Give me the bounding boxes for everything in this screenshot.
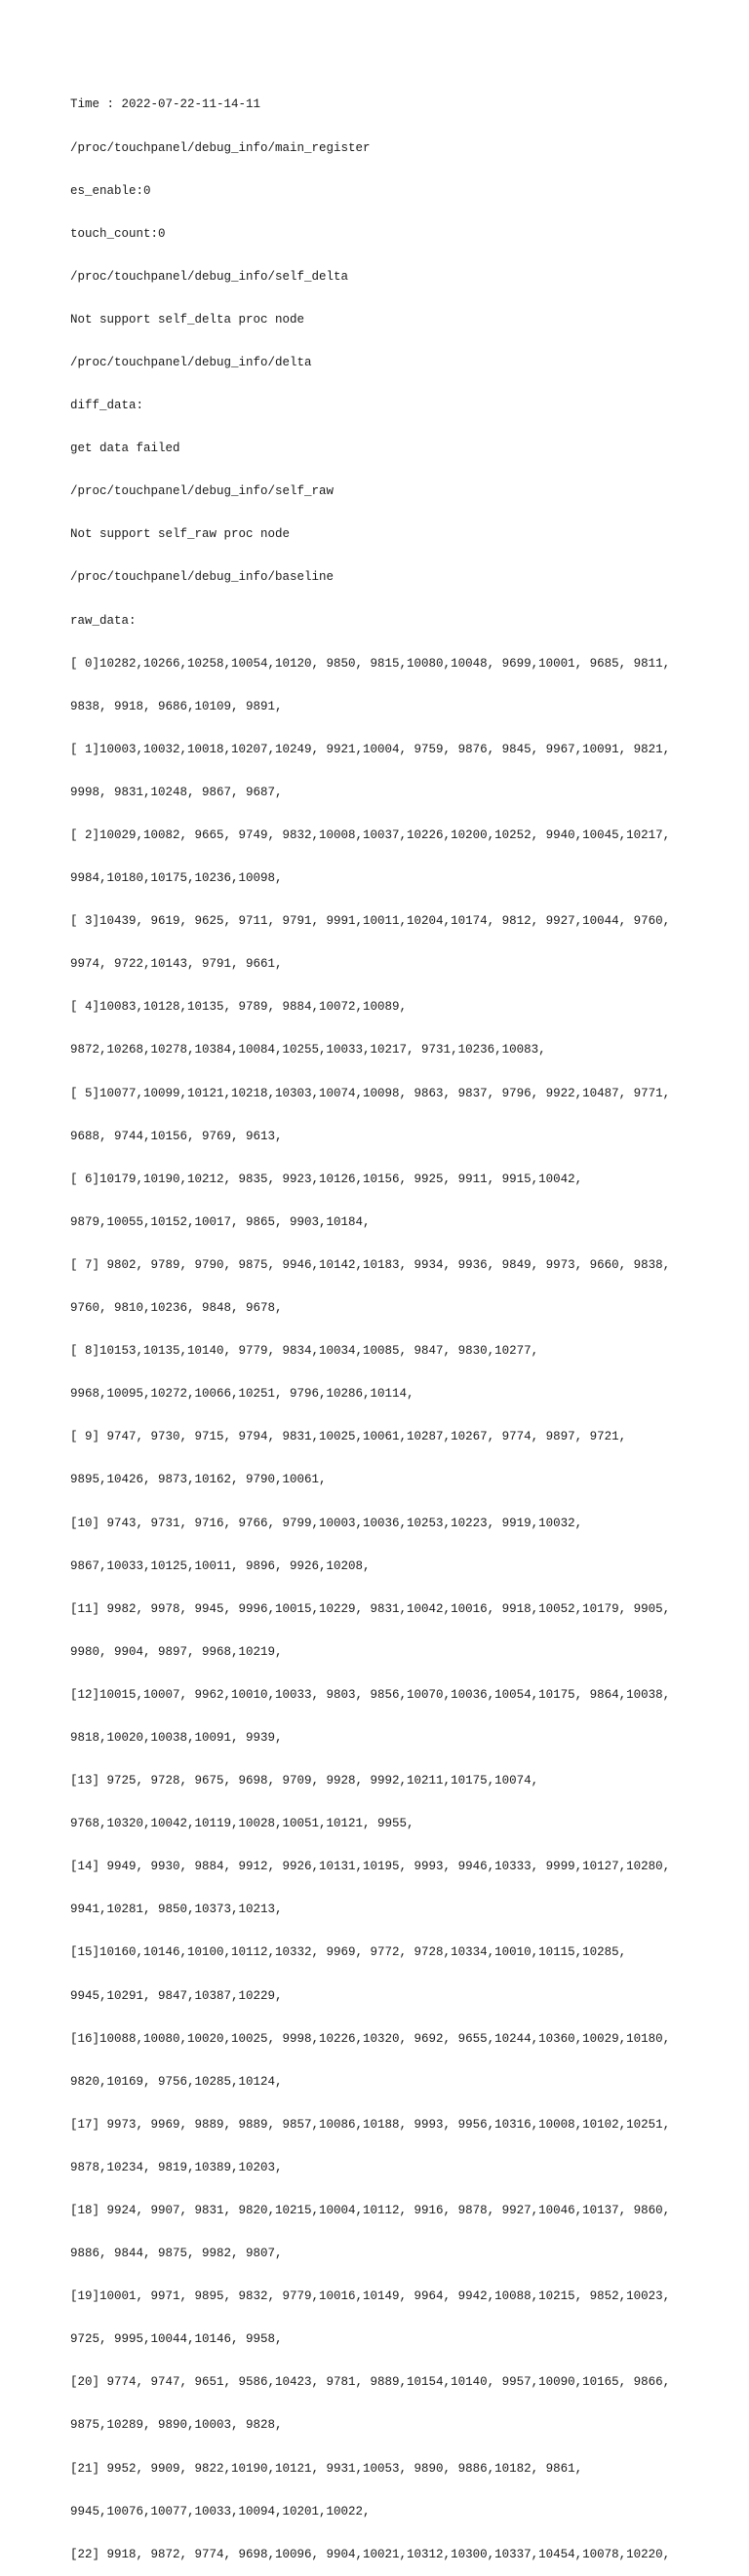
log-line: raw_data: (70, 613, 137, 628)
log-line: [19]10001, 9971, 9895, 9832, 9779,10016,10149, 9964, 9942,10088,10215, 9852,10023, (70, 2289, 671, 2304)
log-line: 9818,10020,10038,10091, 9939, (70, 1730, 283, 1745)
log-line: 9984,10180,10175,10236,10098, (70, 871, 283, 886)
log-line: get data failed (70, 442, 180, 456)
log-line: [15]10160,10146,10100,10112,10332, 9969, 9772, 9728,10334,10010,10115,10285, (70, 1945, 627, 1960)
log-line: [12]10015,10007, 9962,10010,10033, 9803, 9856,10070,10036,10054,10175, 9864,10038, (70, 1687, 671, 1702)
log-line: /proc/touchpanel/debug_info/baseline (70, 570, 335, 585)
log-line: [ 9] 9747, 9730, 9715, 9794, 9831,10025,10061,10287,10267, 9774, 9897, 9721, (70, 1430, 627, 1444)
log-line: /proc/touchpanel/debug_info/self_raw (70, 484, 335, 499)
log-line: /proc/touchpanel/debug_info/main_register (70, 140, 371, 155)
log-line: 9872,10268,10278,10384,10084,10255,10033,10217, 9731,10236,10083, (70, 1043, 546, 1057)
log-line: 9879,10055,10152,10017, 9865, 9903,10184, (70, 1214, 371, 1229)
log-line: [22] 9918, 9872, 9774, 9698,10096, 9904,10021,10312,10300,10337,10454,10078,10220, (70, 2547, 671, 2561)
log-line: [ 6]10179,10190,10212, 9835, 9923,10126,10156, 9925, 9911, 9915,10042, (70, 1172, 583, 1186)
log-line: 9838, 9918, 9686,10109, 9891, (70, 699, 283, 713)
log-line: Not support self_delta proc node (70, 312, 305, 327)
log-line: [16]10088,10080,10020,10025, 9998,10226,10320, 9692, 9655,10244,10360,10029,10180, (70, 2031, 671, 2046)
log-line: 9945,10291, 9847,10387,10229, (70, 1988, 283, 2003)
log-line: 9867,10033,10125,10011, 9896, 9926,10208, (70, 1558, 371, 1573)
log-line: 9895,10426, 9873,10162, 9790,10061, (70, 1473, 327, 1487)
log-line: /proc/touchpanel/debug_info/self_delta (70, 269, 349, 284)
log-line: diff_data: (70, 399, 144, 413)
log-line: 9974, 9722,10143, 9791, 9661, (70, 957, 283, 972)
log-line: 9760, 9810,10236, 9848, 9678, (70, 1301, 283, 1316)
log-line: 9688, 9744,10156, 9769, 9613, (70, 1129, 283, 1143)
log-line: [13] 9725, 9728, 9675, 9698, 9709, 9928, 9992,10211,10175,10074, (70, 1774, 539, 1788)
log-line: Time : 2022-07-22-11-14-11 (70, 97, 261, 112)
log-line: [ 4]10083,10128,10135, 9789, 9884,10072,10089, (70, 1000, 408, 1015)
log-line: [21] 9952, 9909, 9822,10190,10121, 9931,10053, 9890, 9886,10182, 9861, (70, 2461, 583, 2476)
log-line: [11] 9982, 9978, 9945, 9996,10015,10229, 9831,10042,10016, 9918,10052,10179, 9905, (70, 1601, 671, 1616)
log-line: [ 3]10439, 9619, 9625, 9711, 9791, 9991,10011,10204,10174, 9812, 9927,10044, 9760, (70, 914, 671, 929)
log-line: [ 0]10282,10266,10258,10054,10120, 9850, 9815,10080,10048, 9699,10001, 9685, 9811, (70, 656, 671, 671)
log-line: [ 5]10077,10099,10121,10218,10303,10074,10098, 9863, 9837, 9796, 9922,10487, 9771, (70, 1086, 671, 1100)
log-line: [20] 9774, 9747, 9651, 9586,10423, 9781, 9889,10154,10140, 9957,10090,10165, 9866, (70, 2375, 671, 2390)
log-line: [14] 9949, 9930, 9884, 9912, 9926,10131,10195, 9993, 9946,10333, 9999,10127,10280, (70, 1860, 671, 1874)
log-line: [10] 9743, 9731, 9716, 9766, 9799,10003,10036,10253,10223, 9919,10032, (70, 1516, 583, 1530)
log-line: 9980, 9904, 9897, 9968,10219, (70, 1644, 283, 1659)
log-line: 9941,10281, 9850,10373,10213, (70, 1903, 283, 1917)
log-line: 9725, 9995,10044,10146, 9958, (70, 2332, 283, 2347)
log-line: 9945,10076,10077,10033,10094,10201,10022, (70, 2504, 371, 2518)
log-line: Not support self_raw proc node (70, 527, 291, 542)
log-line: [18] 9924, 9907, 9831, 9820,10215,10004,10112, 9916, 9878, 9927,10046,10137, 9860, (70, 2204, 671, 2217)
log-line: touch_count:0 (70, 226, 166, 241)
log-line: /proc/touchpanel/debug_info/delta (70, 355, 312, 369)
log-line: [17] 9973, 9969, 9889, 9889, 9857,10086,10188, 9993, 9956,10316,10008,10102,10251, (70, 2117, 671, 2132)
log-line: [ 8]10153,10135,10140, 9779, 9834,10034,10085, 9847, 9830,10277, (70, 1344, 539, 1359)
log-line: [ 1]10003,10032,10018,10207,10249, 9921,10004, 9759, 9876, 9845, 9967,10091, 9821, (70, 742, 671, 756)
log-line: 9878,10234, 9819,10389,10203, (70, 2160, 283, 2174)
log-line: 9820,10169, 9756,10285,10124, (70, 2074, 283, 2089)
log-line: es_enable:0 (70, 183, 151, 198)
log-line: 9886, 9844, 9875, 9982, 9807, (70, 2247, 283, 2261)
debug-log-text (70, 69, 733, 2576)
log-line: 9768,10320,10042,10119,10028,10051,10121, 9955, (70, 1817, 414, 1831)
log-line: 9998, 9831,10248, 9867, 9687, (70, 785, 283, 799)
log-line: 9875,10289, 9890,10003, 9828, (70, 2418, 283, 2433)
log-line: [ 7] 9802, 9789, 9790, 9875, 9946,10142,10183, 9934, 9936, 9849, 9973, 9660, 9838, (70, 1257, 671, 1272)
log-line: 9968,10095,10272,10066,10251, 9796,10286,10114, (70, 1387, 414, 1402)
log-line: [ 2]10029,10082, 9665, 9749, 9832,10008,10037,10226,10200,10252, 9940,10045,10217, (70, 828, 671, 842)
